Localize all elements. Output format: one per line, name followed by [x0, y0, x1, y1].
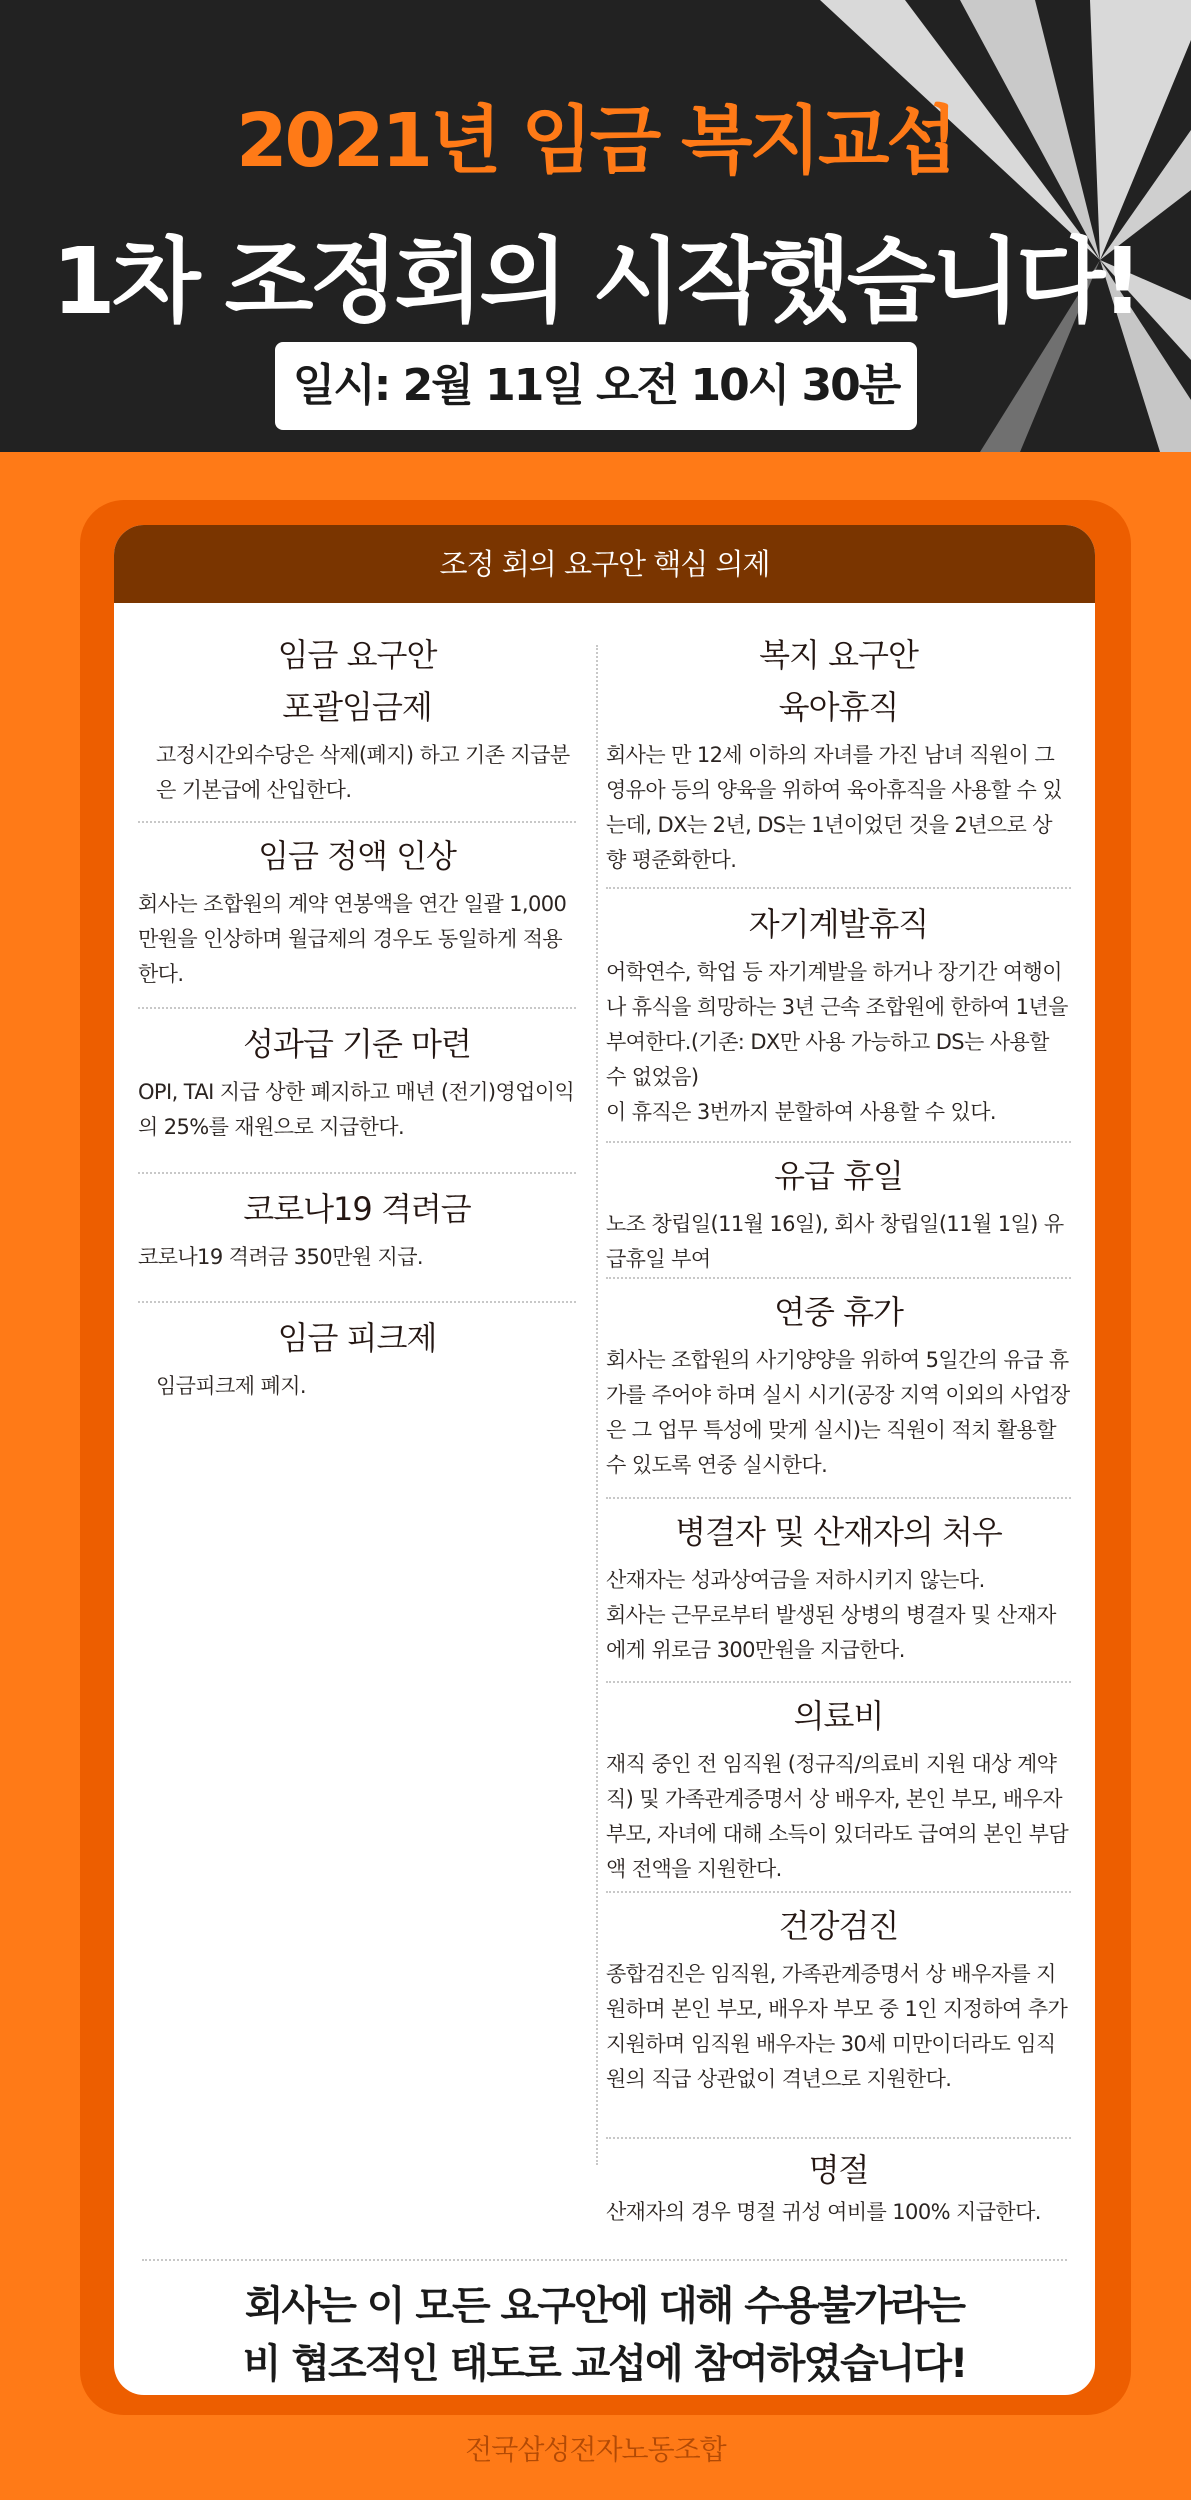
section-body: 재직 중인 전 임직원 (정규직/의료비 지원 대상 계약직) 및 가족관계증명서 상 배우자, 본인 부모, 배우자 부모, 자녀에 대해 소득이 있더라도 급여의 본인 부담액 전액을 지원한다. — [606, 1752, 1069, 1881]
section-title: 육아휴직 — [778, 688, 899, 726]
section-divider — [138, 821, 576, 823]
section-divider — [606, 1277, 1071, 1279]
wage-demands-heading: 임금 요구안 — [277, 636, 437, 674]
section-title: 코로나19 격려금 — [243, 1190, 471, 1228]
section-body: 코로나19 격려금 350만원 지급. — [138, 1245, 423, 1269]
statement-divider — [142, 2259, 1067, 2261]
welfare-section-parental-leave — [606, 630, 1071, 878]
section-divider — [138, 1172, 576, 1174]
section-title: 건강검진 — [778, 1907, 899, 1945]
section-body: 고정시간외수당은 삭제(폐지) 하고 기존 지급분은 기본급에 산입한다. — [156, 743, 570, 802]
section-title: 임금 피크제 — [277, 1319, 437, 1357]
section-body: 어학연수, 학업 등 자기계발을 하거나 장기간 여행이나 휴식을 희망하는 3년 근속 조합원에 한하여 1년을 부여한다.(기존: DX만 사용 가능하고 DS는 사용할 수 없었음) — [606, 960, 1068, 1089]
meeting-date-badge: 일시: 2월 11일 오전 10시 30분 — [275, 342, 917, 430]
section-body: 산재자는 성과상여금을 저하시키지 않는다. — [606, 1568, 985, 1592]
section-divider — [606, 1497, 1071, 1499]
section-title: 연중 휴가 — [774, 1293, 903, 1331]
section-title: 성과급 기준 마련 — [243, 1025, 471, 1063]
section-body: OPI, TAI 지급 상한 폐지하고 매년 (전기)영업이익의 25%를 재원으로 지급한다. — [138, 1080, 575, 1139]
section-divider — [606, 1681, 1071, 1683]
section-title: 명절 — [808, 2151, 869, 2189]
section-body: 회사는 조합원의 사기양양을 위하여 5일간의 유급 휴가를 주어야 하며 실시 시기(공장 지역 이외의 사업장은 그 업무 특성에 맞게 실시)는 직원이 적치 활용할 수 있도록 연중 실시한다. — [606, 1348, 1070, 1477]
section-divider — [606, 887, 1071, 889]
wage-section-inclusive-pay — [138, 630, 576, 808]
welfare-section-holiday-travel — [606, 2145, 1071, 2230]
section-divider — [138, 1301, 576, 1303]
welfare-demands-heading: 복지 요구안 — [759, 636, 918, 674]
union-name-footer: 전국삼성전자노동조합 — [465, 2433, 726, 2466]
hero-banner — [0, 0, 1191, 452]
section-divider — [138, 1007, 576, 1009]
wage-section-covid-bonus — [138, 1184, 576, 1275]
section-divider — [606, 1891, 1071, 1893]
section-divider — [606, 1141, 1071, 1143]
section-body: 회사는 만 12세 이하의 자녀를 가진 남녀 직원이 그 영유아 등의 양육을 위하여 육아휴직을 사용할 수 있는데, DX는 2년, DS는 1년이었던 것을 2년으로 상향 평준화한다. — [606, 743, 1062, 872]
agenda-card-header: 조정 회의 요구안 핵심 의제 — [114, 525, 1095, 603]
welfare-section-health-checkup — [606, 1901, 1071, 2097]
section-title: 임금 정액 인상 — [258, 837, 456, 875]
wage-section-bonus-criteria — [138, 1019, 576, 1145]
welfare-section-self-development-leave — [606, 899, 1071, 1130]
wage-section-peak-wage — [138, 1313, 576, 1404]
agenda-card — [114, 525, 1095, 2395]
hero-title-main: 1차 조정회의 시작했습니다! — [51, 228, 1140, 335]
section-title: 병결자 및 산재자의 처우 — [675, 1513, 1002, 1551]
section-body: 종합검진은 임직원, 가족관계증명서 상 배우자를 지원하며 본인 부모, 배우자 부모 중 1인 지정하여 추가 지원하며 임직원 배우자는 30세 미만이더라도 임직원의 직급 상관없이 격년으로 지원한다. — [606, 1962, 1068, 2091]
section-title: 유급 휴일 — [774, 1157, 903, 1195]
column-divider — [596, 645, 598, 2165]
closing-statement — [114, 2277, 1095, 2393]
welfare-section-paid-holidays — [606, 1151, 1071, 1277]
closing-statement-line1: 회사는 이 모든 요구안에 대해 수용불가라는 — [244, 2283, 965, 2329]
welfare-section-annual-vacation — [606, 1287, 1071, 1483]
section-body: 산재자의 경우 명절 귀성 여비를 100% 지급한다. — [606, 2200, 1041, 2224]
section-title: 포괄임금제 — [282, 688, 432, 726]
section-title: 의료비 — [793, 1697, 884, 1735]
section-body: 임금피크제 폐지. — [156, 1374, 306, 1398]
welfare-section-medical — [606, 1691, 1071, 1887]
closing-statement-line2: 비 협조적인 태도로 교섭에 참여하였습니다! — [242, 2341, 967, 2387]
section-body: 회사는 조합원의 계약 연봉액을 연간 일괄 1,000만원을 인상하며 월급제의 경우도 동일하게 적용한다. — [138, 892, 567, 986]
section-body-extra: 이 휴직은 3번까지 분할하여 사용할 수 있다. — [606, 1100, 996, 1124]
section-divider — [606, 2137, 1071, 2139]
section-body-extra: 회사는 근무로부터 발생된 상병의 병결자 및 산재자에게 위로금 300만원을 지급한다. — [606, 1603, 1056, 1662]
welfare-section-sick-injured — [606, 1507, 1071, 1668]
wage-section-flat-raise — [138, 831, 576, 992]
section-body: 노조 창립일(11월 16일), 회사 창립일(11월 1일) 유급휴일 부여 — [606, 1212, 1064, 1271]
section-title: 자기계발휴직 — [748, 905, 929, 943]
hero-title-year: 2021년 임금 복지교섭 — [236, 98, 955, 184]
